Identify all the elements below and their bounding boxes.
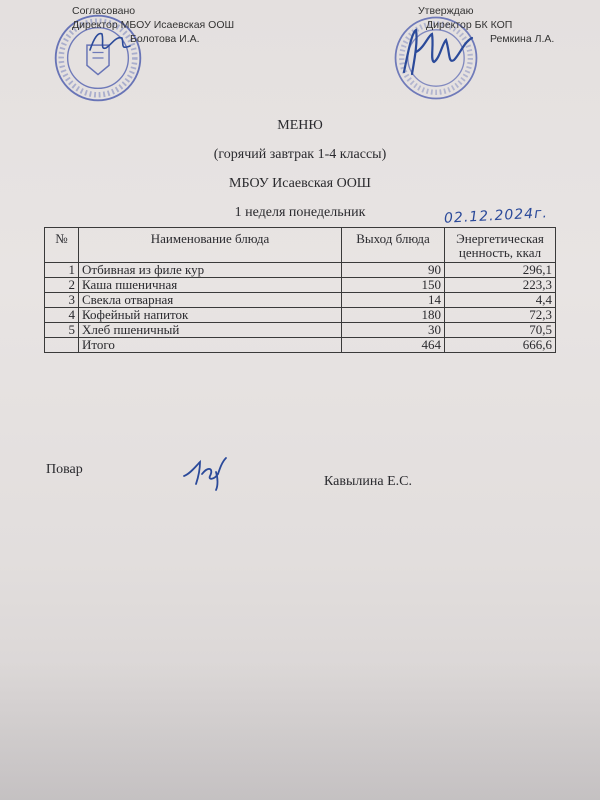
document-title: МЕНЮ	[277, 118, 323, 133]
row-energy: 72,3	[445, 308, 556, 323]
approval-person-left: Болотова И.А.	[130, 33, 200, 45]
document-subtitle: (горячий завтрак 1-4 классы)	[213, 147, 387, 162]
week-day: 1 неделя понедельник	[234, 205, 366, 220]
header-energy: Энергетическая ценность, ккал	[445, 228, 556, 263]
cook-signature	[178, 452, 230, 492]
row-energy: 223,3	[445, 278, 556, 293]
handwritten-date: 02.12.2024г.	[443, 205, 549, 227]
total-energy: 666,6	[445, 338, 556, 353]
total-yield: 464	[342, 338, 445, 353]
cook-label: Повар	[46, 462, 83, 477]
row-yield: 180	[342, 308, 445, 323]
header-yield: Выход блюда	[342, 228, 445, 263]
row-dish: Свекла отварная	[79, 293, 342, 308]
row-energy: 70,5	[445, 323, 556, 338]
table-row	[45, 278, 556, 293]
approval-block-right	[418, 4, 588, 46]
row-num: 4	[45, 308, 79, 323]
page-shadow	[0, 660, 600, 800]
table-row	[45, 323, 556, 338]
row-yield: 150	[342, 278, 445, 293]
approval-position-left: Директор МБОУ Исаевская ООШ	[72, 19, 235, 31]
row-energy: 4,4	[445, 293, 556, 308]
row-num: 1	[45, 263, 79, 278]
total-row	[45, 338, 556, 353]
row-dish: Отбивная из филе кур	[79, 263, 342, 278]
row-num: 2	[45, 278, 79, 293]
cook-name: Кавылина Е.С.	[324, 474, 412, 489]
row-yield: 30	[342, 323, 445, 338]
header-num: №	[45, 228, 79, 263]
approval-person-right: Ремкина Л.А.	[490, 33, 555, 45]
table-row	[45, 293, 556, 308]
table-row	[45, 308, 556, 323]
approval-label-right: Утверждаю	[418, 5, 474, 17]
row-dish: Хлеб пшеничный	[79, 323, 342, 338]
menu-table	[44, 227, 556, 353]
row-yield: 90	[342, 263, 445, 278]
row-num: 3	[45, 293, 79, 308]
approval-block-left	[72, 4, 272, 46]
school-name: МБОУ Исаевская ООШ	[229, 176, 371, 191]
row-yield: 14	[342, 293, 445, 308]
row-num: 5	[45, 323, 79, 338]
row-energy: 296,1	[445, 263, 556, 278]
approval-position-right: Директор БК КОП	[426, 19, 513, 31]
table-row	[45, 263, 556, 278]
row-dish: Кофейный напиток	[79, 308, 342, 323]
total-num	[45, 338, 79, 353]
approval-label-left: Согласовано	[72, 5, 136, 17]
header-name: Наименование блюда	[79, 228, 342, 263]
row-dish: Каша пшеничная	[79, 278, 342, 293]
total-label: Итого	[79, 338, 342, 353]
table-header-row	[45, 228, 556, 263]
